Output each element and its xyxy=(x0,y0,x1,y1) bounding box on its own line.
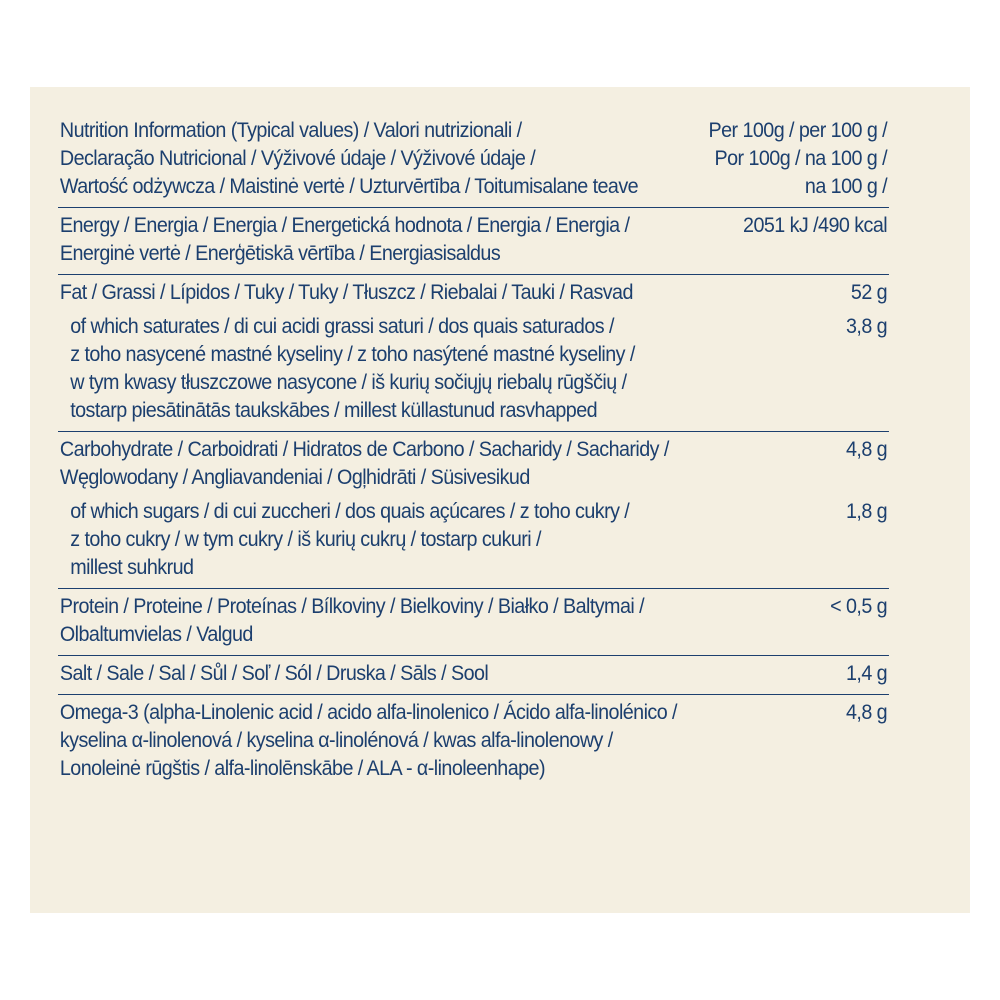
energy-row xyxy=(58,208,889,275)
energy-label xyxy=(60,212,743,268)
header-value xyxy=(709,117,888,201)
sugars-row xyxy=(58,494,889,589)
salt-row xyxy=(58,656,889,695)
salt-label xyxy=(60,660,846,688)
omega3-label xyxy=(60,699,846,783)
header-value-line: na 100 g / xyxy=(804,175,888,198)
saturates-row xyxy=(58,309,889,432)
saturates-label-line: z toho nasycené mastné kyseliny / z toho nasýtené mastné kyseliny / xyxy=(70,343,635,366)
saturates-label-line: of which saturates / di cui acidi grassi saturi / dos quais saturados / xyxy=(70,315,614,338)
header-label xyxy=(60,117,709,201)
table-header-row xyxy=(58,113,889,208)
carbohydrate-label-line: Carbohydrate / Carboidrati / Hidratos de Carbono / Sacharidy / Sacharidy / xyxy=(59,438,669,461)
header-label-line: Wartość odżywcza / Maistinė vertė / Uzturvērtība / Toitumisalane teave xyxy=(59,175,639,198)
protein-label xyxy=(60,593,830,649)
nutrition-table xyxy=(58,113,889,789)
omega3-label-line: Lonoleinė rūgštis / alfa-linolēnskābe / ALA - α-linoleenhape) xyxy=(59,757,545,780)
protein-label-line: Protein / Proteine / Proteínas / Bílkoviny / Bielkoviny / Białko / Baltymai / xyxy=(59,595,645,618)
protein-label-line: Olbaltumvielas / Valgud xyxy=(59,623,253,646)
sugars-label xyxy=(60,498,846,582)
fat-row xyxy=(58,275,889,309)
protein-row xyxy=(58,589,889,656)
header-value-line: Per 100g / per 100 g / xyxy=(708,119,888,142)
omega3-row xyxy=(58,695,889,789)
fat-label-line: Fat / Grassi / Lípidos / Tuky / Tuky / Tłuszcz / Riebalai / Tauki / Rasvad xyxy=(59,281,633,304)
sugars-value: 1,8 g xyxy=(845,500,888,523)
carbohydrate-label-line: Węglowodany / Angliavandeniai / Ogļhidrāti / Süsivesikud xyxy=(59,466,530,489)
salt-value: 1,4 g xyxy=(845,662,888,685)
sugars-label-line: of which sugars / di cui zuccheri / dos quais açúcares / z toho cukry / xyxy=(70,500,630,523)
energy-label-line: Energinė vertė / Enerģētiskā vērtība / Energiasisaldus xyxy=(59,242,501,265)
saturates-label-line: tostarp piesātinātās taukskābes / millest küllastunud rasvhapped xyxy=(70,399,598,422)
sugars-label-line: millest suhkrud xyxy=(70,556,194,579)
saturates-label xyxy=(60,313,846,425)
omega3-label-line: kyselina α-linolenová / kyselina α-linolénová / kwas alfa-linolenowy / xyxy=(59,729,613,752)
fat-label xyxy=(60,279,851,307)
header-label-line: Declaração Nutricional / Výživové údaje / Výživové údaje / xyxy=(59,147,536,170)
carbohydrate-label xyxy=(60,436,846,492)
header-value-line: Por 100g / na 100 g / xyxy=(714,147,888,170)
carbohydrate-row xyxy=(58,432,889,494)
salt-label-line: Salt / Sale / Sal / Sůl / Soľ / Sól / Druska / Sāls / Sool xyxy=(59,662,489,685)
carbohydrate-value: 4,8 g xyxy=(845,438,888,461)
fat-value: 52 g xyxy=(850,281,888,304)
saturates-value: 3,8 g xyxy=(845,315,888,338)
omega3-value: 4,8 g xyxy=(845,701,888,724)
energy-value: 2051 kJ /490 kcal xyxy=(743,214,888,237)
saturates-label-line: w tym kwasy tłuszczowe nasycone / iš kurių sočiųjų riebalų rūgščių / xyxy=(70,371,627,394)
omega3-label-line: Omega-3 (alpha-Linolenic acid / acido alfa-linolenico / Ácido alfa-linolénico / xyxy=(59,701,677,724)
sugars-label-line: z toho cukry / w tym cukry / iš kurių cukrų / tostarp cukuri / xyxy=(70,528,541,551)
energy-label-line: Energy / Energia / Energia / Energetická hodnota / Energia / Energia / xyxy=(59,214,630,237)
header-label-line: Nutrition Information (Typical values) / Valori nutrizionali / xyxy=(59,119,522,142)
protein-value: < 0,5 g xyxy=(830,595,888,618)
